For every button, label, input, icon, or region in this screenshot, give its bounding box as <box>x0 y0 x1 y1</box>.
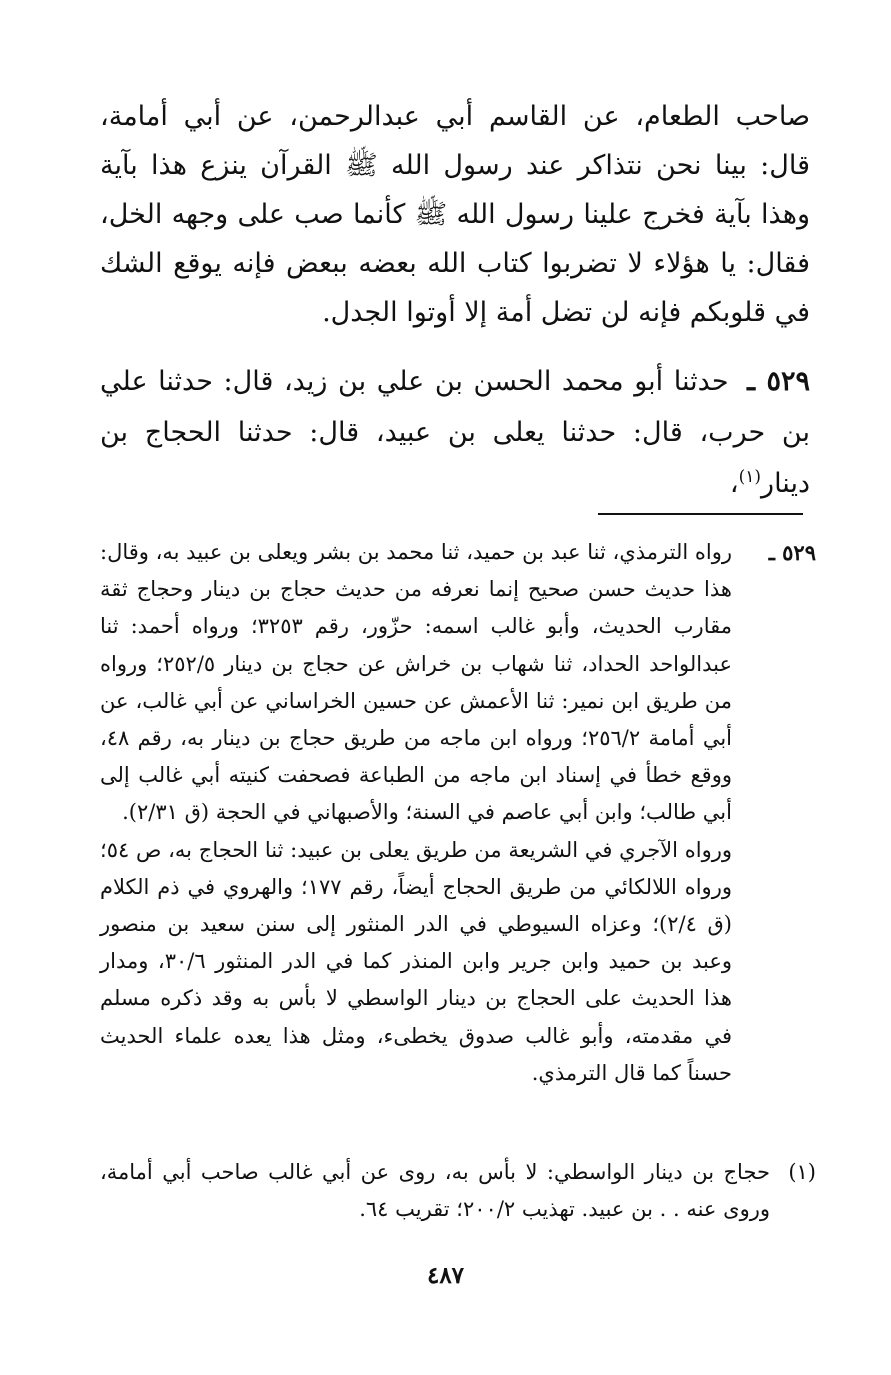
page-number: ٤٨٧ <box>426 1262 465 1289</box>
hadith-text-end: ، <box>729 468 739 499</box>
hadith-number: ٥٢٩ ـ <box>747 366 810 397</box>
footnote-1 <box>100 1154 816 1228</box>
hadith-text: حدثنا أبو محمد الحسن بن علي بن زيد، قال: حدثنا علي بن حرب، قال: حدثنا يعلى بن عبيد، قال: حدثنا الحجاج بن دينار <box>100 366 810 499</box>
note-paragraph-2: ورواه الآجري في الشريعة من طريق يعلى بن عبيد: ثنا الحجاج به، ص ٥٤؛ ورواه اللالكائي من طريق الحجاج أيضاً، رقم ١٧٧؛ والهروي في ذم الكلام (ق ٢/٤)؛ وعزاه السيوطي في الدر المنثور إلى سنن سعيد بن منصور وعبد بن حميد وابن جرير وابن المنذر كما في الدر المنثور ٣٠/٦، ومدار هذا الحديث على الحجاج بن دينار الواسطي لا بأس به وقد ذكره مسلم في مقدمته، وأبو غالب صدوق يخطىء، ومثل هذا يعده علماء الحديث حسناً كما قال الترمذي. <box>100 837 732 1085</box>
footnote-text: حجاج بن دينار الواسطي: لا بأس به، روى عن أبي غالب صاحب أبي أمامة، وروى عنه . . بن عبيد. تهذيب ٢٠٠/٢؛ تقريب ٦٤. <box>100 1160 770 1221</box>
hadith-529 <box>100 356 810 509</box>
takhrij-notes <box>100 534 816 1092</box>
main-text: صاحب الطعام، عن القاسم أبي عبدالرحمن، عن أبي أمامة، قال: بينا نحن نتذاكر عند رسول الله ﷺ القرآن ينزع هذا بآية وهذا بآية فخرج علينا رسول الله ﷺ كأنما صب على وجهه الخل، فقال: يا هؤلاء لا تضربوا كتاب الله بعضه ببعض فإنه يوقع الشك في قلوبكم فإنه لن تضل أمة إلا أوتوا الجدل. <box>100 101 810 328</box>
note-number: ٥٢٩ ـ <box>768 540 816 565</box>
note-entry <box>100 534 816 1092</box>
footnote-ref: (١) <box>738 467 762 487</box>
footnote-separator <box>598 513 803 515</box>
footnote-number: (١) <box>788 1160 816 1184</box>
note-paragraph-1: رواه الترمذي، ثنا عبد بن حميد، ثنا محمد بن بشر ويعلى بن عبيد به، وقال: هذا حديث حسن صحيح إنما نعرفه من حديث حجاج بن دينار وحجاج ثقة مقارب الحديث، وأبو غالب اسمه: حزّور، رقم ٣٢٥٣؛ ورواه أحمد: ثنا عبدالواحد الحداد، ثنا شهاب بن خراش عن حجاج بن دينار ٢٥٢/٥؛ ورواه من طريق ابن نمير: ثنا الأعمش عن حسين الخراساني عن أبي غالب، عن أبي أمامة ٢٥٦/٢؛ ورواه ابن ماجه من طريق حجاج بن دينار به، رقم ٤٨، ووقع خطأ في إسناد ابن ماجه من الطباعة فصحفت كنيته أبي غالب إلى أبي طالب؛ وابن أبي عاصم في السنة؛ والأصبهاني في الحجة (ق ٢/٣١). <box>100 540 732 825</box>
